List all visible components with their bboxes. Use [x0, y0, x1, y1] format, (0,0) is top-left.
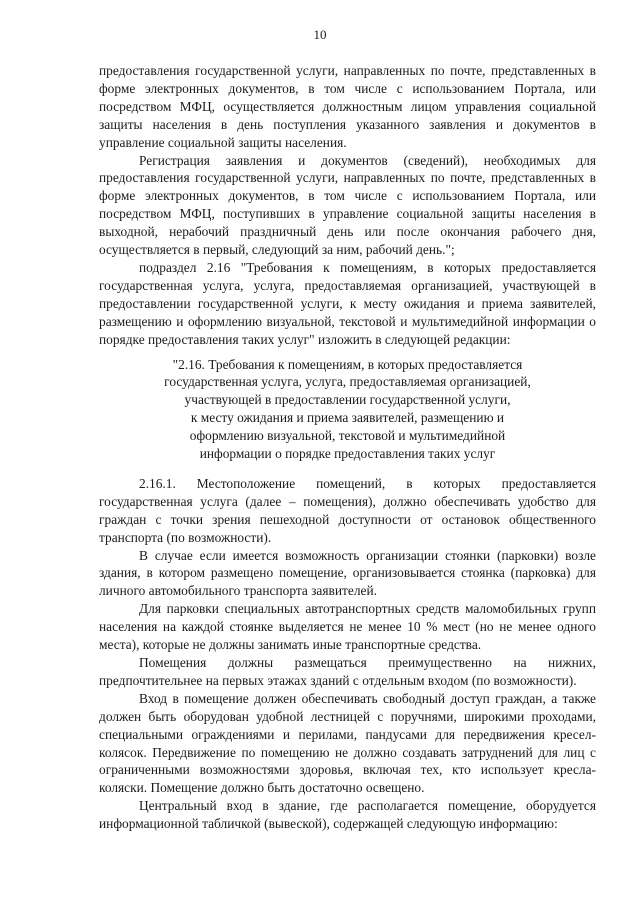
section-heading: [99, 356, 596, 463]
heading-line: государственная услуга, услуга, предоставляемая организацией,: [164, 374, 531, 390]
page-number: 10: [313, 27, 327, 42]
heading-line: "2.16. Требования к помещениям, в которых предоставляется: [172, 356, 523, 372]
heading-line: оформлению визуальной, текстовой и мультимедийной: [189, 428, 506, 444]
paragraph: Центральный вход в здание, где располагается помещение, оборудуется информационной табличкой (вывеской), содержащей следующую информацию:: [99, 798, 596, 832]
paragraph: Помещения должны размещаться преимущественно на нижних, предпочтительнее на первых этажах зданий с отдельным входом (по возможности).: [99, 655, 596, 688]
paragraph: подраздел 2.16 "Требования к помещениям, в которых предоставляется государственная услуга, услуга, предоставляемая организацией, участвующей в предоставлении государственной услуги, к месту ожидания и приема заявителей, размещению и оформлению визуальной, текстовой и мультимедийной информации о порядке предоставления таких услуг" изложить в следующей редакции:: [99, 259, 596, 347]
paragraph: 2.16.1. Местоположение помещений, в которых предоставляется государственная услуга (далее – помещения), должно обеспечивать удобство для граждан с точки зрения пешеходной доступности от остановок общественного транспорта (по возможности).: [99, 475, 596, 545]
document-body: [99, 62, 596, 833]
heading-line: информации о порядке предоставления таких услуг: [199, 446, 496, 462]
paragraph: Для парковки специальных автотранспортных средств маломобильных групп населения на каждой стоянке выделяется не менее 10 % мест (но не менее одного места), которые не должны занимать иные транспортные средства.: [99, 601, 596, 653]
paragraph: Вход в помещение должен обеспечивать свободный доступ граждан, а также должен быть оборудован удобной лестницей с поручнями, широкими проходами, специальными ограждениями и перилами, пандусами для передвижения кресел-колясок. Передвижение по помещению не должно создавать затруднений для лиц с ограниченными возможностями здоровья, включая тех, кто использует кресла-коляски. Помещение должно быть достаточно освещено.: [99, 690, 596, 796]
paragraph: В случае если имеется возможность организации стоянки (парковки) возле здания, в котором размещено помещение, организовывается стоянка (парковка) для личного автомобильного транспорта заявителей.: [99, 547, 596, 599]
heading-line: к месту ожидания и приема заявителей, размещению и: [190, 410, 505, 426]
paragraph: предоставления государственной услуги, направленных по почте, представленных в форме электронных документов, в том числе с использованием Портала, или посредством МФЦ, осуществляется должностным лицом управления социальной защиты населения в день поступления указанного заявления и документов в управление социальной защиты населения.: [99, 63, 596, 150]
paragraph: Регистрация заявления и документов (сведений), необходимых для предоставления государственной услуги, направленных по почте, представленных в форме электронных документов, в том числе с использованием Портала, или посредством МФЦ, поступивших в управление социальной защиты населения в выходной, нерабочий праздничный день или после окончания рабочего дня, осуществляется в первый, следующий за ним, рабочий день.";: [99, 152, 596, 258]
heading-line: участвующей в предоставлении государственной услуги,: [184, 392, 511, 408]
